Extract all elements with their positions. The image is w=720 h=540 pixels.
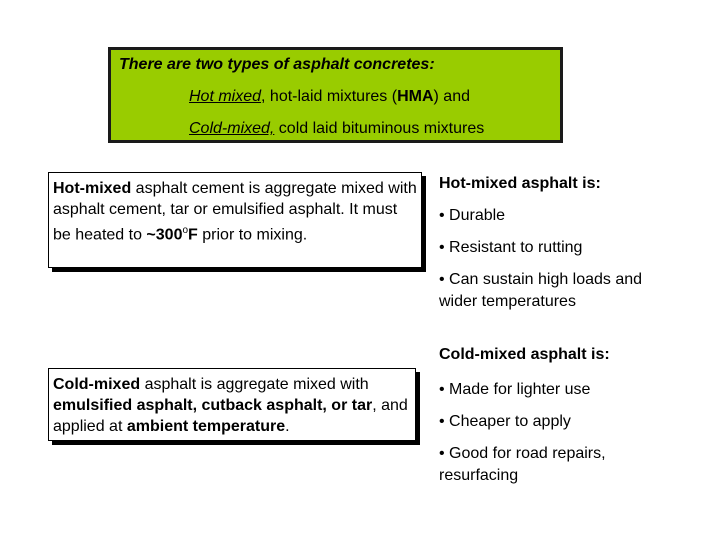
hot-properties-heading: Hot-mixed asphalt is:	[439, 175, 601, 192]
cold-property-item: • Good for road repairs, resurfacing	[439, 445, 606, 484]
cold-mixed-description	[48, 368, 416, 441]
cold-description-binders: emulsified asphalt, cutback asphalt, or tar	[53, 397, 373, 414]
hot-description-text-b: prior to mixing.	[197, 226, 308, 244]
hot-mixed-description	[48, 172, 422, 268]
intro-cold-line	[189, 120, 484, 138]
hot-property-item: • Can sustain high loads and wider temperatures	[439, 271, 643, 310]
intro-cold-term: Cold-mixed,	[189, 120, 275, 137]
hot-description-degree: o	[182, 225, 189, 236]
intro-box	[108, 47, 563, 143]
cold-description-term: Cold-mixed	[53, 376, 141, 393]
intro-hot-line	[189, 88, 470, 106]
intro-hot-term: Hot mixed	[189, 88, 262, 105]
intro-cold-rest: cold laid bituminous mixtures	[274, 120, 485, 137]
cold-description-condition: ambient temperature	[126, 418, 286, 435]
hot-property-item: • Durable	[439, 207, 506, 224]
cold-description-text-a: asphalt is aggregate mixed with	[140, 376, 369, 393]
intro-hot-rest-b: ) and	[433, 88, 470, 105]
cold-description-text-c: .	[285, 418, 290, 435]
intro-hot-rest-a: , hot-laid mixtures (	[261, 88, 398, 105]
hot-property-item: • Resistant to rutting	[439, 239, 583, 256]
hot-description-term: Hot-mixed	[53, 180, 132, 197]
cold-property-item: • Made for lighter use	[439, 381, 591, 398]
hot-description-text-a: asphalt cement is aggregate mixed with asphalt cement, tar or emulsified asphalt. It must be heated to	[53, 180, 417, 244]
hot-description-unit: F	[188, 226, 198, 244]
cold-property-item: • Cheaper to apply	[439, 413, 571, 430]
hot-description-temperature: ~300	[146, 226, 183, 244]
intro-hot-abbr: HMA	[397, 88, 434, 105]
cold-properties-heading: Cold-mixed asphalt is:	[439, 346, 610, 363]
intro-title: There are two types of asphalt concretes:	[119, 56, 435, 73]
cold-description-text-b: , and applied at	[53, 397, 408, 435]
